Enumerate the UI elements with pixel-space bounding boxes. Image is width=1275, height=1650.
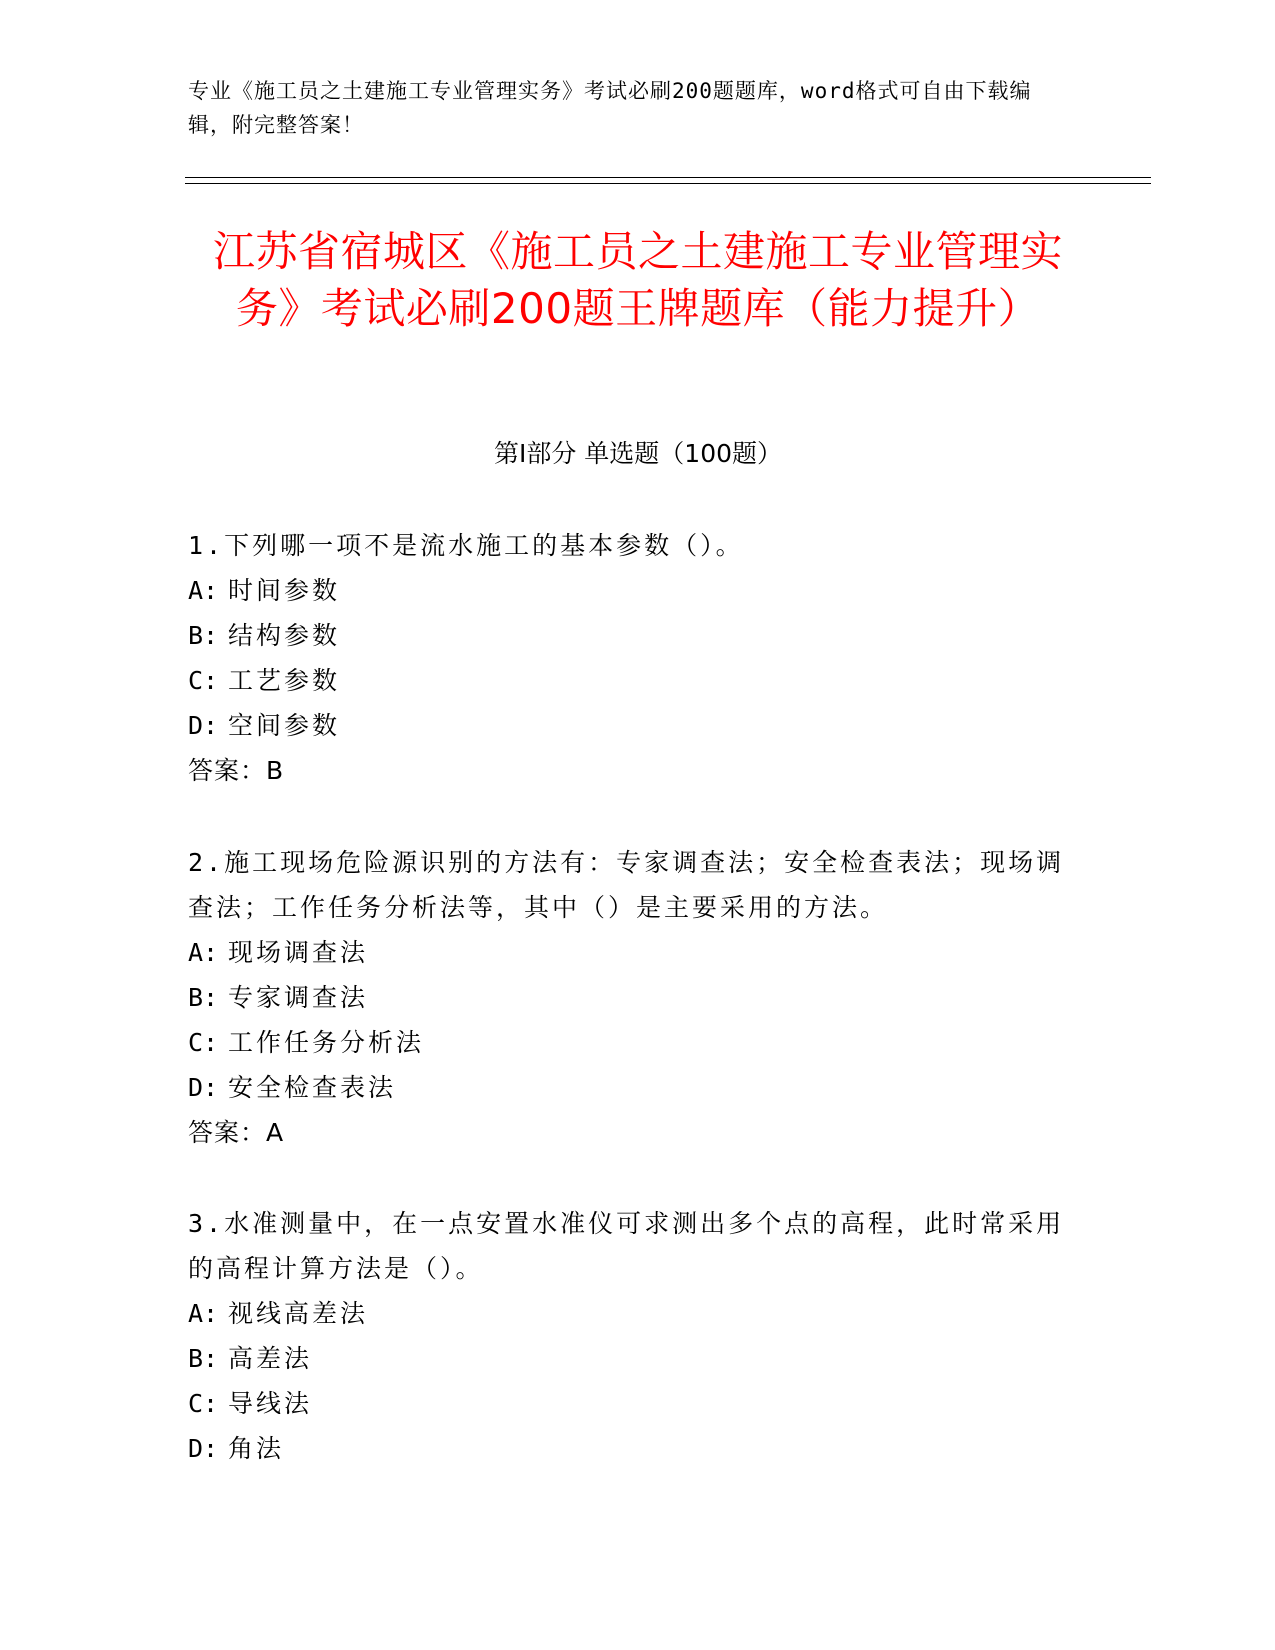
question-stem: 2.施工现场危险源识别的方法有：专家调查法；安全检查表法；现场调查法；工作任务分析法等，其中（）是主要采用的方法。 [188, 848, 1065, 922]
option-text: 工艺参数 [228, 666, 341, 695]
option-d [188, 1065, 1068, 1110]
option-text: 现场调查法 [228, 938, 369, 967]
question-stem: 3.水准测量中，在一点安置水准仪可求测出多个点的高程，此时常采用的高程计算方法是（）。 [188, 1209, 1065, 1283]
option-key: A: [188, 576, 219, 605]
option-text: 结构参数 [228, 621, 341, 650]
option-a [188, 1291, 1068, 1336]
option-text: 视线高差法 [228, 1299, 369, 1328]
option-b [188, 613, 1068, 658]
answer-line: 答案：A [188, 1118, 285, 1147]
option-text: 空间参数 [228, 711, 341, 740]
option-key: A: [188, 938, 219, 967]
option-text: 时间参数 [228, 576, 341, 605]
option-c [188, 1020, 1068, 1065]
question-3 [188, 1201, 1068, 1471]
option-key: B: [188, 621, 219, 650]
option-a [188, 568, 1068, 613]
option-b [188, 975, 1068, 1020]
option-key: B: [188, 983, 219, 1012]
option-c [188, 1381, 1068, 1426]
header-rule-bottom [185, 183, 1151, 184]
option-key: D: [188, 1434, 219, 1463]
option-key: D: [188, 711, 219, 740]
option-key: A: [188, 1299, 219, 1328]
question-1 [188, 523, 1068, 793]
option-text: 安全检查表法 [228, 1073, 397, 1102]
document-title: 江苏省宿城区《施工员之土建施工专业管理实务》考试必刷200题王牌题库（能力提升） [212, 227, 1063, 333]
option-text: 专家调查法 [228, 983, 369, 1012]
question-2 [188, 840, 1068, 1155]
section-heading: 第I部分 单选题（100题） [493, 439, 783, 468]
header-note: 专业《施工员之土建施工专业管理实务》考试必刷200题题库，word格式可自由下载编辑，附完整答案！ [188, 79, 1032, 137]
option-key: D: [188, 1073, 219, 1102]
option-b [188, 1336, 1068, 1381]
option-key: C: [188, 1389, 219, 1418]
option-key: C: [188, 666, 219, 695]
option-text: 角法 [228, 1434, 285, 1463]
option-c [188, 658, 1068, 703]
option-key: B: [188, 1344, 219, 1373]
option-d [188, 1426, 1068, 1471]
option-text: 工作任务分析法 [228, 1028, 425, 1057]
answer-line: 答案：B [188, 756, 285, 785]
option-text: 高差法 [228, 1344, 313, 1373]
header-rule-top [185, 177, 1151, 178]
option-text: 导线法 [228, 1389, 313, 1418]
question-stem: 1.下列哪一项不是流水施工的基本参数（）。 [188, 531, 744, 560]
option-a [188, 930, 1068, 975]
option-d [188, 703, 1068, 748]
option-key: C: [188, 1028, 219, 1057]
